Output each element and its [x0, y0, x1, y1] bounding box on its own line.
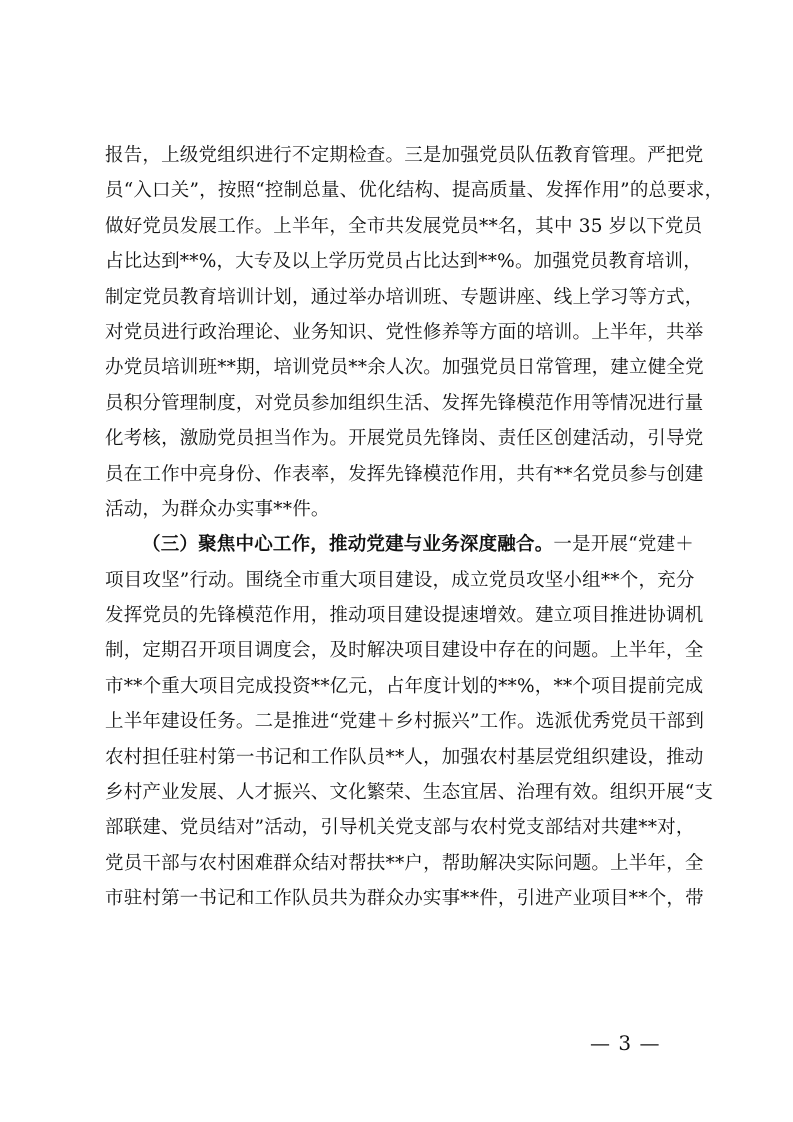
text-line: 对党员进行政治理论、业务知识、党性修养等方面的培训。上半年，共举 [105, 321, 704, 343]
text-line: 上半年建设任务。二是推进“党建＋乡村振兴”工作。选派优秀党员干部到 [105, 711, 705, 733]
text-line: 占比达到**%，大专及以上学历党员占比达到**%。加强党员教育培训， [105, 251, 702, 273]
section-3-first-line-text: 一是开展“党建＋ [553, 534, 694, 556]
text-line: 项目攻坚”行动。围绕全市重大项目建设，成立党员攻坚小组**个，充分 [105, 569, 695, 591]
text-line: 乡村产业发展、人才振兴、文化繁荣、生态宜居、治理有效。组织开展“支 [105, 782, 714, 804]
text-line: 党员干部与农村困难群众结对帮扶**户，帮助解决实际问题。上半年，全 [105, 852, 704, 874]
text-line: 活动，为群众办实事**件。 [105, 498, 330, 520]
text-line: 农村担任驻村第一书记和工作队员**人，加强农村基层党组织建设，推动 [105, 746, 704, 768]
text-line: 部联建、党员结对”活动，引导机关党支部与农村党支部结对共建**对， [105, 817, 695, 839]
text-line: 制，定期召开项目调度会，及时解决项目建设中存在的问题。上半年，全 [105, 640, 704, 662]
page-number: — 3 — [590, 1031, 661, 1055]
text-line: 制定党员教育培训计划，通过举办培训班、专题讲座、线上学习等方式， [105, 286, 704, 308]
section-3-heading: （三）聚焦中心工作，推动党建与业务深度融合。 [142, 534, 554, 556]
text-line: 市**个重大项目完成投资**亿元，占年度计划的**%，**个项目提前完成 [105, 675, 704, 697]
text-line: 报告，上级党组织进行不定期检查。三是加强党员队伍教育管理。严把党 [105, 145, 704, 166]
text-line: 员积分管理制度，对党员参加组织生活、发挥先锋模范作用等情况进行量 [105, 392, 704, 414]
section-3-first-line [105, 527, 693, 562]
text-line: 化考核，激励党员担当作为。开展党员先锋岗、责任区创建活动，引导党 [105, 428, 704, 450]
text-line: 员在工作中亮身份、作表率，发挥先锋模范作用，共有**名党员参与创建 [105, 463, 704, 485]
text-line: 市驻村第一书记和工作队员共为群众办实事**件，引进产业项目**个，带 [105, 888, 704, 910]
text-line: 员“入口关”，按照“控制总量、优化结构、提高质量、发挥作用”的总要求， [105, 180, 724, 202]
text-line: 做好党员发展工作。上半年，全市共发展党员**名，其中 35 岁以下党员 [105, 215, 703, 237]
text-line: 发挥党员的先锋模范作用，推动项目建设提速增效。建立项目推进协调机 [105, 605, 704, 627]
text-line: 办党员培训班**期，培训党员**余人次。加强党员日常管理，建立健全党 [105, 357, 704, 379]
body-text [105, 138, 724, 917]
